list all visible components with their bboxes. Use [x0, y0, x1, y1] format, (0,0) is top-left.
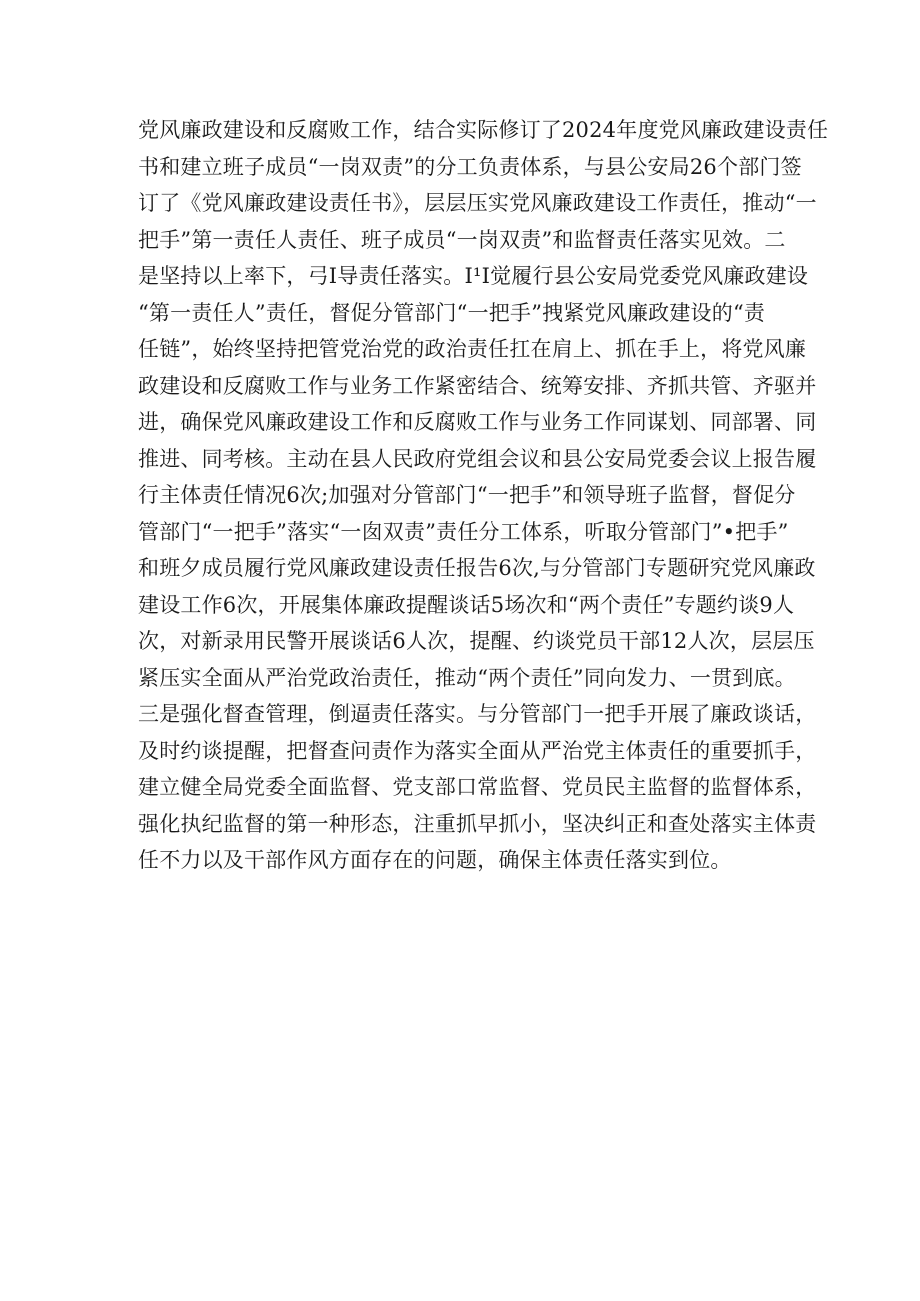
text-line: 紧压实全面从严治党政治责任，推动“两个责任”同向发力、一贯到底。	[138, 665, 796, 690]
text-line: “第一责任人”责任，督促分管部门“一把手”拽紧党风廉政建设的“责	[138, 300, 766, 325]
text-line: 书和建立班子成员“一岗双责”的分工负责体系，与县公安局26个部门签	[138, 154, 802, 179]
text-line: 管部门“一把手”落实“一囱双责”责任分工体系，听取分管部门”•把手”	[138, 519, 789, 544]
text-line: 强化执纪监督的第一种形态，注重抓早抓小，坚决纠正和查处落实主体责	[138, 811, 817, 836]
text-line: 推进、同考核。主动在县人民政府党组会议和县公安局党委会议上报告履	[138, 446, 817, 471]
text-line: 任链”，始终坚持把管党治党的政治责任扛在肩上、抓在手上，将党风廉	[138, 337, 807, 361]
text-line: 和班夕成员履行党风廉政建设责任报告6次,与分管部门专题研究党风廉政	[138, 556, 816, 580]
text-line: 行主体责任情况6次;加强对分管部门“一把手”和领导班子监督，督促分	[138, 483, 796, 507]
text-line: 把手”第一责任人责任、班子成员“一岗双责”和监督责任落实见效。二	[138, 227, 786, 252]
text-line: 任不力以及干部作风方面存在的问题，确保主体责任落实到位。	[138, 848, 732, 872]
text-line: 进，确保党风廉政建设工作和反腐败工作与业务工作同谋划、同部署、同	[138, 410, 817, 434]
text-line: 三是强化督查管理，倒逼责任落实。与分管部门一把手开展了廉政谈话，	[138, 702, 817, 726]
text-line: 政建设和反腐败工作与业务工作紧密结合、统筹安排、齐抓共管、齐驱并	[138, 373, 817, 398]
text-line: 次，对新录用民警开展谈话6人次，提醒、约谈党员干部12人次，层层压	[138, 629, 815, 653]
body-paragraph	[138, 112, 829, 879]
text-line: 是坚持以上率下，弓I导责任落实。I¹I觉履行县公安局党委党风廉政建设	[138, 264, 809, 288]
text-line: 及时约谈提醒，把督查问责作为落实全面从严治党主体责任的重要抓手，	[138, 738, 817, 763]
text-line: 党风廉政建设和反腐败工作，结合实际修订了2024年度党风廉政建设责任	[138, 118, 829, 142]
text-line: 订了《党风廉政建设责任书》，层层压实党风廉政建设工作责任，推动“一	[138, 191, 817, 215]
text-line: 建立健全局党委全面监督、党支部口常监督、党员民主监督的监督体系，	[138, 775, 817, 799]
text-line: 建设工作6次，开展集体廉政提醒谈话5场次和“两个责任”专题约谈9人	[138, 592, 795, 617]
